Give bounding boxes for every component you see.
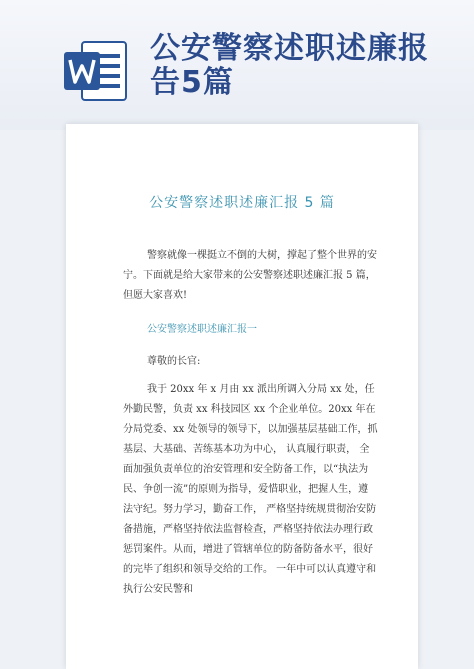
document-title: 公安警察述职述廉汇报 5 篇 — [149, 195, 335, 211]
greeting-line: 尊敬的长官: — [147, 356, 201, 367]
section-subtitle: 公安警察述职述廉汇报一 — [147, 324, 257, 335]
intro-paragraph: 警察就像一棵挺立不倒的大树，撑起了整个世界的安宁。下面就是给大家带来的公安警察述职述廉汇报 5 篇，但愿大家喜欢! — [123, 250, 377, 301]
document-page — [66, 124, 418, 669]
header-banner — [0, 0, 474, 130]
body-paragraph: 我于 20xx 年 x 月由 xx 派出所调入分局 xx 处，任外勤民警，负责 xx 科技园区 xx 个企业单位。20xx 年在分局党委、xx 处领导的领导下，以加强基层基础工作，抓基层、大基础、苦练基本功为中心， 认真履行职责， 全面加强负责单位的治安管理和安全防备工作，以“执法为民、争创一流”的原则为指导，爱惜职业，把握人生，遵法守纪。努力学习，勤奋工作， 严格坚持统规贯彻治安防备措施，严格坚持依法监督检查，严格坚持依法办理行政惩罚案件。从而，增进了管辖单位的防备防备水平，很好的完毕了组织和领导交给的工作。 一年中可以认真遵守和执行公安民警和 — [123, 384, 378, 595]
word-document-icon — [62, 38, 128, 104]
banner-title: 公安警察述职述廉报告5篇 — [150, 31, 429, 100]
